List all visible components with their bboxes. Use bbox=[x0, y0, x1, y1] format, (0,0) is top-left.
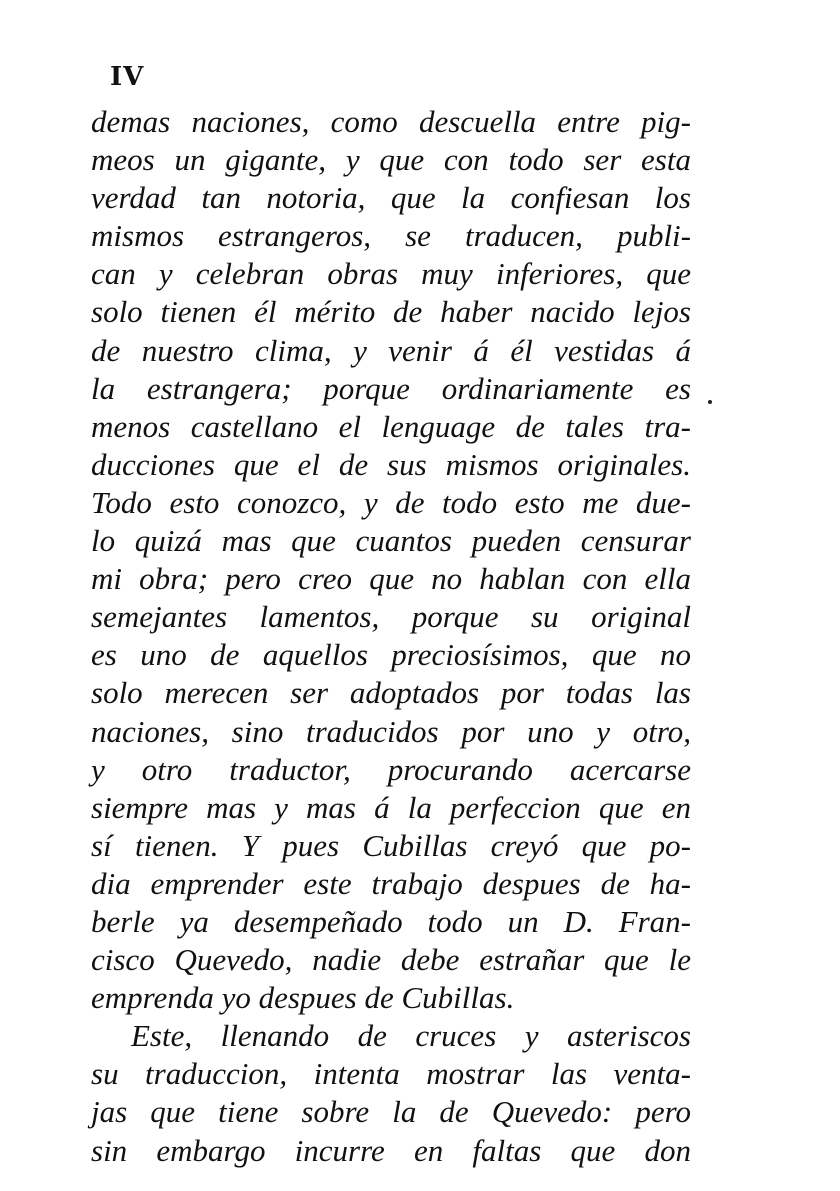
text-line: demas naciones, como descuella entre pig- bbox=[91, 104, 691, 139]
text-line: berle ya desempeñado todo un D. Fran- bbox=[91, 903, 691, 939]
page-number: IV bbox=[110, 62, 145, 92]
text-line: dia emprender este trabajo despues de ha- bbox=[91, 865, 691, 901]
text-line: siempre mas y mas á la perfeccion que en bbox=[91, 789, 691, 825]
text-line: la estrangera; porque ordinariamente es bbox=[91, 370, 691, 406]
text-line: emprenda yo despues de Cubillas. bbox=[91, 980, 515, 1016]
text-line: mismos estrangeros, se traducen, publi- bbox=[91, 218, 691, 254]
text-line: sí tienen. Y pues Cubillas creyó que po- bbox=[91, 827, 691, 863]
text-line: lo quizá mas que cuantos pueden censurar bbox=[91, 523, 691, 559]
text-line: naciones, sino traducidos por uno y otro, bbox=[91, 713, 691, 749]
text-line: de nuestro clima, y venir á él vestidas á bbox=[91, 332, 691, 368]
text-line: Todo esto conozco, y de todo esto me due- bbox=[91, 484, 691, 520]
text-line: semejantes lamentos, porque su original bbox=[91, 599, 691, 635]
text-line: jas que tiene sobre la de Quevedo: pero bbox=[91, 1094, 691, 1130]
text-line: menos castellano el lenguage de tales tra- bbox=[91, 408, 691, 444]
text-line: cisco Quevedo, nadie debe estrañar que le bbox=[91, 942, 691, 978]
text-line: solo tienen él mérito de haber nacido lejos bbox=[91, 294, 691, 330]
text-line: can y celebran obras muy inferiores, que bbox=[91, 256, 691, 292]
text-line: y otro traductor, procurando acercarse bbox=[91, 751, 691, 787]
text-line: meos un gigante, y que con todo ser esta bbox=[91, 142, 691, 178]
text-line: verdad tan notoria, que la confiesan los bbox=[91, 180, 691, 216]
text-line: ducciones que el de sus mismos originales. bbox=[91, 446, 691, 482]
text-line: su traduccion, intenta mostrar las venta- bbox=[91, 1056, 691, 1092]
margin-speck bbox=[708, 400, 712, 404]
text-line: solo merecen ser adoptados por todas las bbox=[91, 675, 691, 711]
text-line: sin embargo incurre en faltas que don bbox=[91, 1132, 691, 1168]
text-line: mi obra; pero creo que no hablan con ella bbox=[91, 561, 691, 597]
text-line: es uno de aquellos preciosísimos, que no bbox=[91, 637, 691, 673]
body-text bbox=[91, 103, 691, 1170]
text-line: Este, llenando de cruces y asteriscos bbox=[131, 1018, 691, 1054]
